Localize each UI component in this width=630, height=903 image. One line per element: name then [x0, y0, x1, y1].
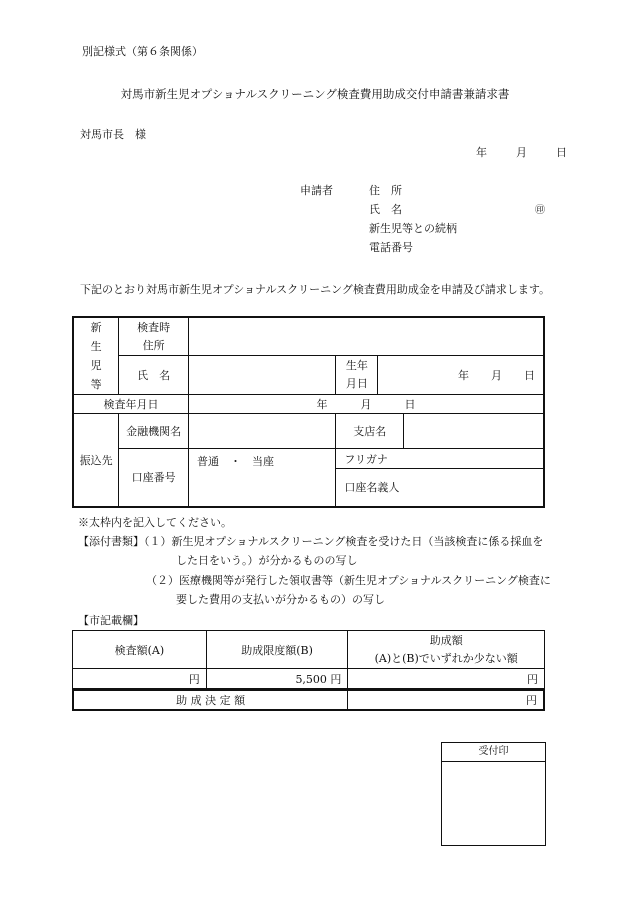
exam-date-input[interactable]: 年 月 日	[189, 395, 545, 414]
branch-name-label: 支店名	[336, 414, 404, 449]
page-title: 対馬市新生児オプショナルスクリーニング検査費用助成交付申請書兼請求書	[120, 87, 510, 101]
exam-amount-label: 検査額(A)	[73, 631, 207, 669]
decision-table	[72, 689, 545, 711]
applicant-phone-field[interactable]: 電話番号	[369, 241, 413, 254]
applicant-relation-field[interactable]: 新生児等との続柄	[369, 222, 457, 235]
transfer-section-label: 振込先	[73, 414, 119, 507]
city-use-table	[72, 630, 545, 689]
attachment-item-2-line-1: （２）医療機関等が発行した領収書等（新生児オプショナルスクリーニング検査に	[146, 574, 551, 587]
attachment-item-2-line-2: 要した費用の支払いが分かるもの）の写し	[176, 593, 385, 606]
application-table	[72, 316, 545, 508]
decision-amount-value[interactable]: 円	[348, 690, 544, 710]
account-holder-field[interactable]: 口座名義人	[336, 469, 544, 507]
fill-note: ※太枠内を記入してください。	[78, 516, 232, 529]
applicant-label: 申請者	[300, 184, 333, 197]
exam-address-input[interactable]	[189, 317, 545, 356]
addressee: 対馬市長 様	[80, 128, 146, 141]
branch-name-input[interactable]	[404, 414, 544, 449]
decision-amount-label: 助 成 決 定 額	[73, 690, 348, 710]
exam-amount-value[interactable]: 円	[73, 669, 207, 689]
intro-text: 下記のとおり対馬市新生児オプショナルスクリーニング検査費用助成金を申請及び請求します。	[80, 283, 551, 296]
bank-name-label: 金融機関名	[119, 414, 189, 449]
limit-amount-value: 5,500 円	[206, 669, 348, 689]
date-day-label: 日	[556, 146, 567, 159]
attachment-label: 【添付書類】	[78, 535, 144, 548]
limit-amount-label: 助成限度額(B)	[206, 631, 348, 669]
applicant-name-field[interactable]: 氏 名	[369, 203, 402, 216]
seal-icon: ㊞	[535, 205, 545, 216]
bank-name-input[interactable]	[189, 414, 336, 449]
attachment-item-1	[78, 533, 558, 549]
account-number-label: 口座番号	[119, 449, 189, 507]
furigana-field[interactable]: フリガナ	[336, 449, 544, 469]
grant-amount-value[interactable]: 円	[348, 669, 545, 689]
attachment-item-1-line-2: した日をいう。）が分かるものの写し	[176, 554, 358, 567]
attachment-item-1-line-1: （１）新生児オプショナルスクリーニング検査を受けた日（当該検査に係る採血を	[144, 535, 544, 548]
newborn-name-label: 氏 名	[119, 356, 189, 395]
date-month-label: 月	[516, 146, 527, 159]
birth-date-label: 生年 月日	[336, 356, 378, 395]
newborn-section-label: 新 生 児 等	[73, 317, 119, 395]
applicant-address-field[interactable]: 住 所	[369, 184, 402, 197]
application-date	[476, 144, 567, 160]
exam-date-label: 検査年月日	[73, 395, 189, 414]
newborn-name-input[interactable]	[189, 356, 336, 395]
reception-stamp-label: 受付印	[442, 743, 545, 762]
birth-date-input[interactable]: 年 月 日	[378, 356, 544, 395]
city-section-label: 【市記載欄】	[78, 614, 144, 627]
grant-amount-label: 助成額 (A)と(B)でいずれか少ない額	[348, 631, 545, 669]
reception-stamp-box	[441, 742, 546, 846]
date-year-label: 年	[476, 146, 487, 159]
exam-address-label: 検査時 住所	[119, 317, 189, 356]
account-type-select[interactable]: 普通 ・ 当座	[189, 449, 336, 507]
form-number: 別記様式（第６条関係）	[82, 45, 203, 58]
